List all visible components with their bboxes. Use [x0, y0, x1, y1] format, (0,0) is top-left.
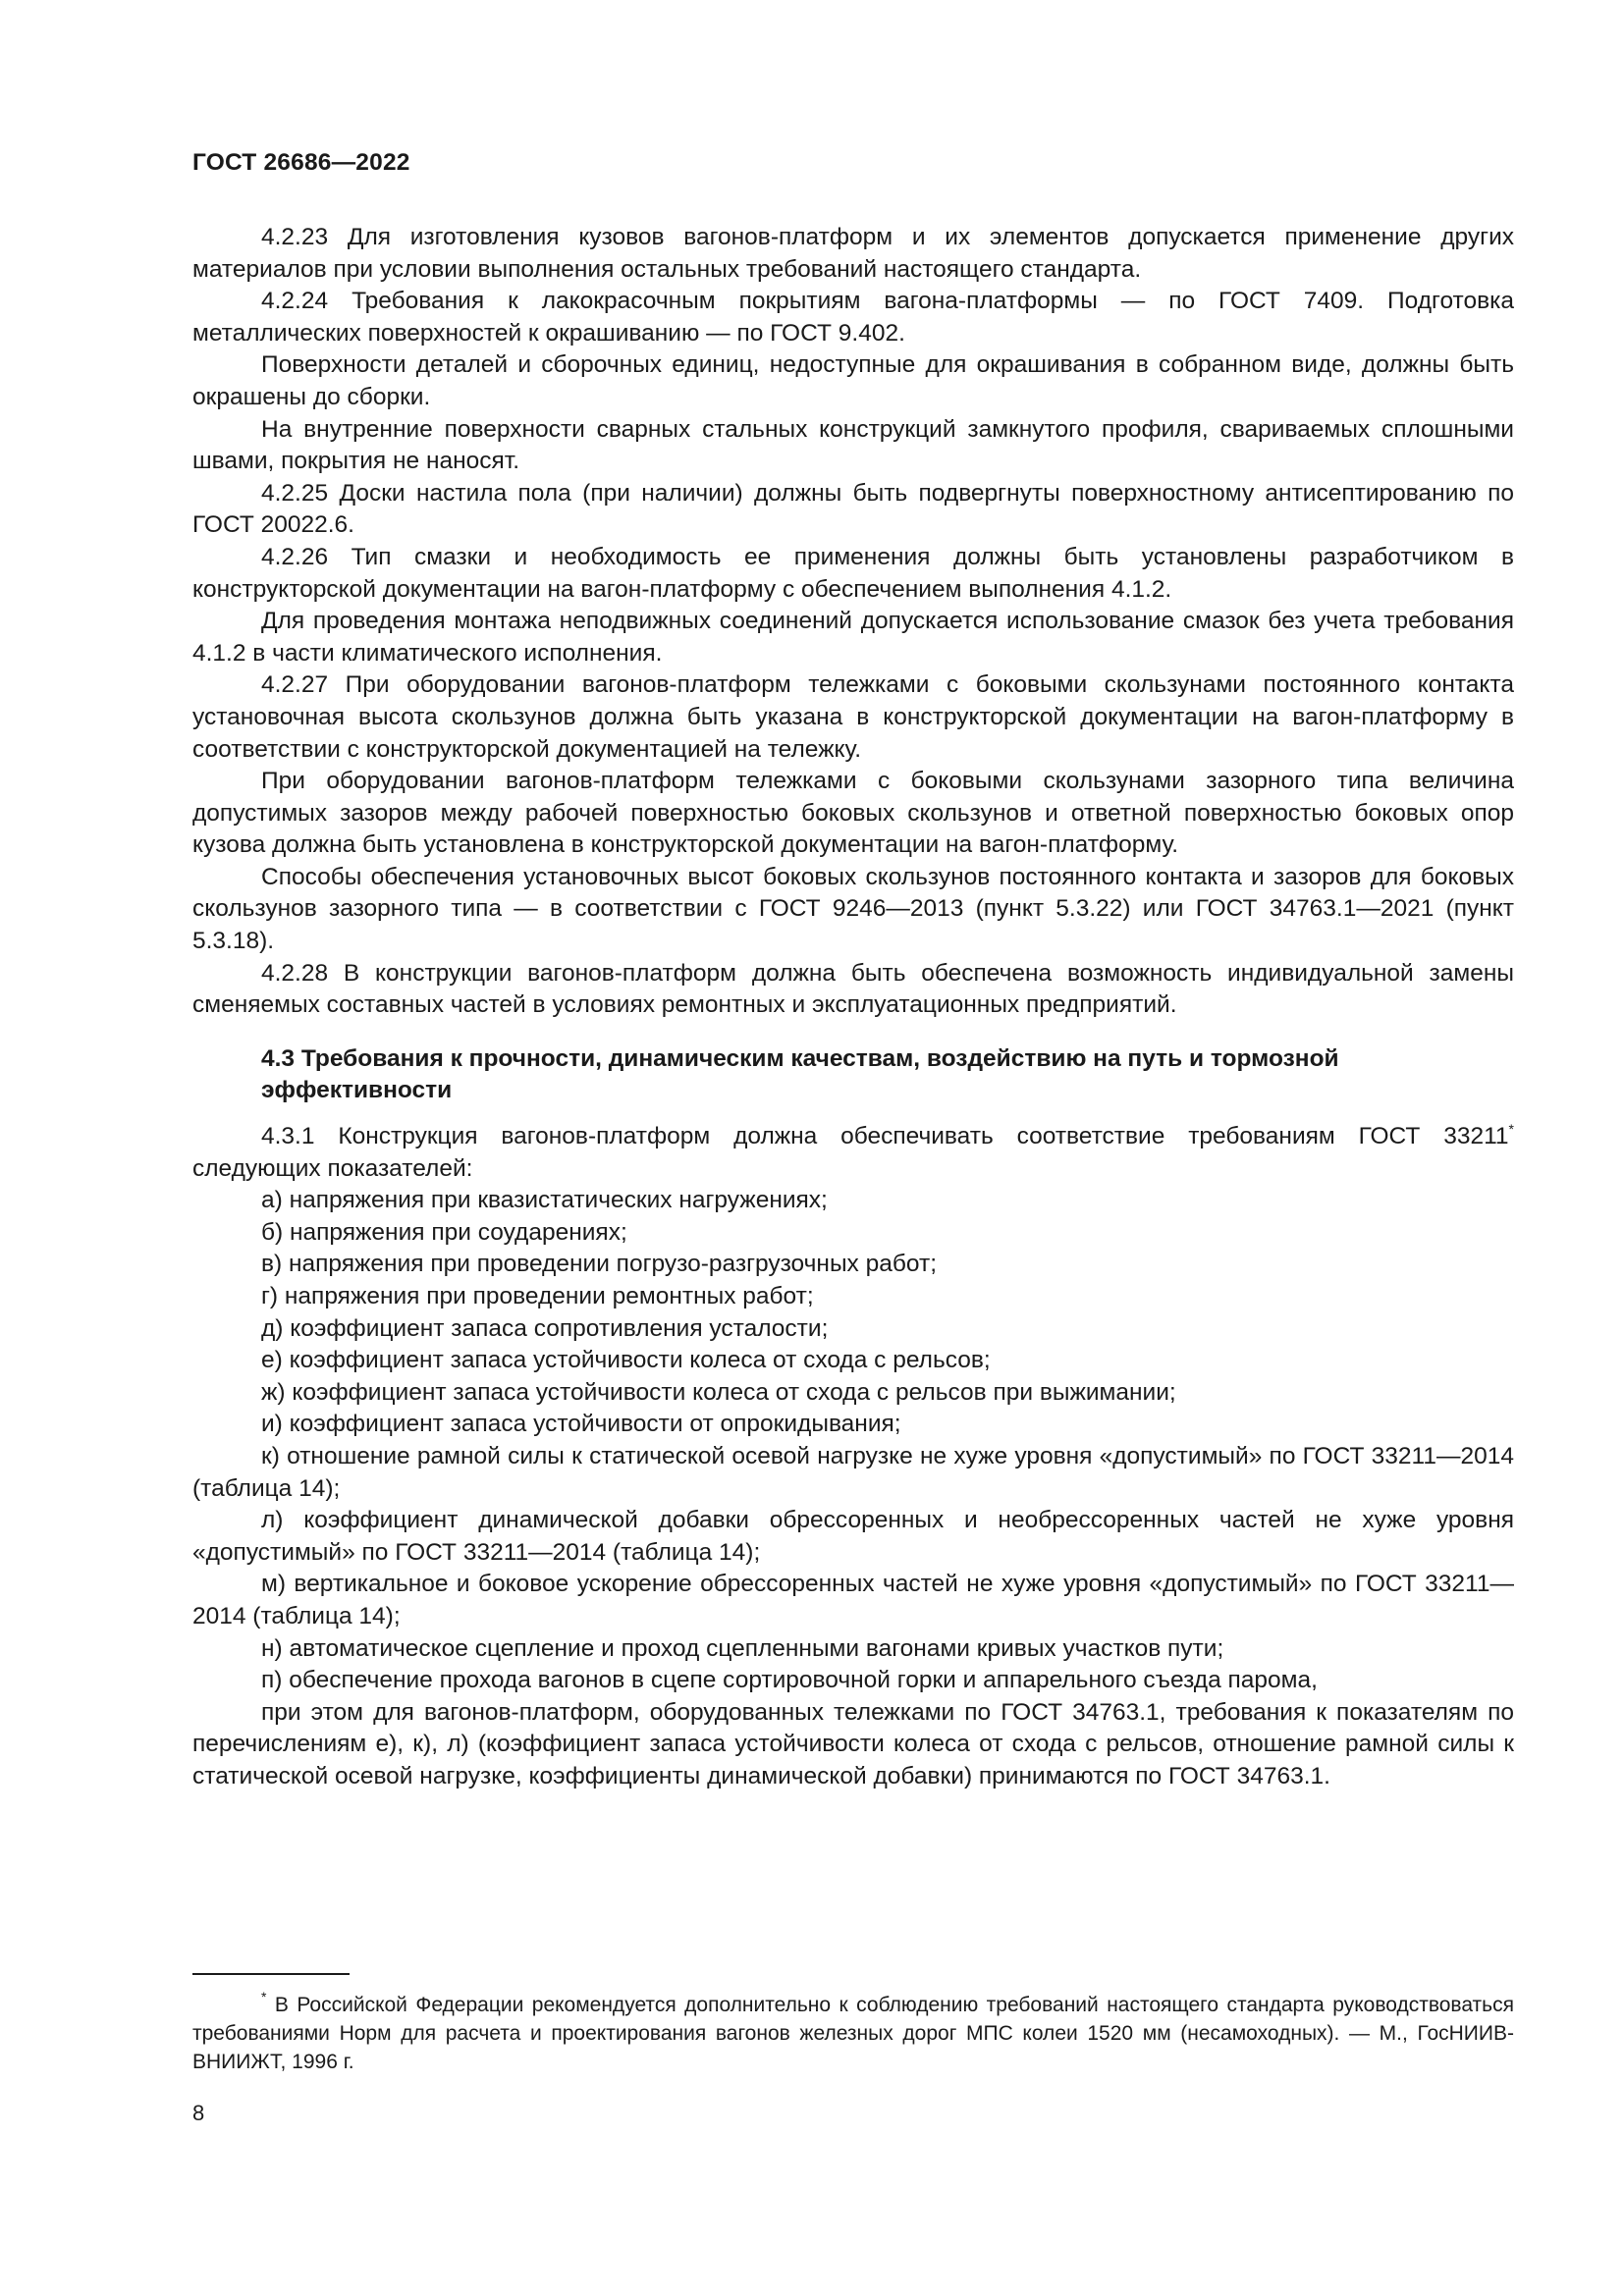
- paragraph-sidebearer-heights: Способы обеспечения установочных высот боковых скользунов постоянного контакта и зазоров для боковых скользунов зазорного типа — в соответствии с ГОСТ 9246—2013 (пункт 5.3.22) или ГОСТ 34763.1—2021 (пункт 5.3.18).: [192, 863, 1514, 955]
- main-text: [192, 222, 1514, 1793]
- paragraph-4-2-23: 4.2.23 Для изготовления кузовов вагонов-платформ и их элементов допускается применение других материалов при условии выполнения остальных требований настоящего стандарта.: [192, 224, 1514, 283]
- list-item-n: н) автоматическое сцепление и проход сцепленными вагонами кривых участков пути;: [261, 1634, 1224, 1662]
- list-item-m: м) вертикальное и боковое ускорение обрессоренных частей не хуже уровня «допустимый» по ГОСТ 33211—2014 (таблица 14);: [192, 1571, 1514, 1629]
- paragraph-4-3-1: [192, 1121, 1514, 1185]
- footnote-mark: *: [261, 1989, 267, 2004]
- list-item-g: г) напряжения при проведении ремонтных работ;: [261, 1283, 814, 1309]
- page-header-title: ГОСТ 26686—2022: [192, 149, 410, 176]
- list-item-l: л) коэффициент динамической добавки обрессоренных и необрессоренных частей не хуже уровня «допустимый» по ГОСТ 33211—2014 (таблица 14);: [192, 1507, 1514, 1566]
- list-item-p: п) обеспечение прохода вагонов в сцепе сортировочной горки и аппарельного съезда парома,: [261, 1667, 1318, 1694]
- footnote-reference-mark: *: [1508, 1121, 1514, 1138]
- list-note-gost-34763: при этом для вагонов-платформ, оборудованных тележками по ГОСТ 34763.1, требования к показателям по перечислениям е), к), л) (коэффициент запаса устойчивости колеса от схода с рельсов, отношение рамной силы к статической осевой нагрузке, коэффициенты динамической добавки) принимаются по ГОСТ 34763.1.: [192, 1698, 1514, 1789]
- list-item-k: к) отношение рамной силы к статической осевой нагрузке не хуже уровня «допустимый» по ГОСТ 33211—2014 (таблица 14);: [192, 1442, 1514, 1502]
- footnote: [192, 1991, 1514, 2076]
- clause-4-3-1-text-end: следующих показателей:: [192, 1154, 473, 1182]
- list-item-a: а) напряжения при квазистатических нагружениях;: [261, 1187, 828, 1214]
- paragraph-inner-surfaces: На внутренние поверхности сварных стальных конструкций замкнутого профиля, свариваемых сплошными швами, покрытия не наносят.: [192, 415, 1514, 475]
- paragraph-gap-type-sidebearers: При оборудовании вагонов-платформ тележками с боковыми скользунами зазорного типа величина допустимых зазоров между рабочей поверхностью боковых скользунов и ответной поверхностью боковых опор кузова должна быть установлена в конструкторской документации на вагон-платформу.: [192, 768, 1514, 859]
- footnote-text: В Российской Федерации рекомендуется дополнительно к соблюдению требований настоящего стандарта руководствоваться требованиями Норм для расчета и проектирования вагонов железных дорог МПС колеи 1520 мм (несамоходных). — М., ГосНИИВ-ВНИИЖТ, 1996 г.: [192, 1994, 1514, 2073]
- list-item-zh: ж) коэффициент запаса устойчивости колеса от схода с рельсов при выжимании;: [261, 1378, 1176, 1406]
- paragraph-4-2-26: 4.2.26 Тип смазки и необходимость ее применения должны быть установлены разработчиком в конструкторской документации на вагон-платформу с обеспечением выполнения 4.1.2.: [192, 543, 1514, 603]
- paragraph-surfaces-painting: Поверхности деталей и сборочных единиц, недоступные для окрашивания в собранном виде, должны быть окрашены до сборки.: [192, 351, 1514, 410]
- footnote-separator: [192, 1973, 350, 1975]
- section-heading-4-3: 4.3 Требования к прочности, динамическим качествам, воздействию на путь и тормозной эффективности: [261, 1044, 1339, 1104]
- footnote-paragraph: [192, 1991, 1514, 2076]
- paragraph-4-2-28: 4.2.28 В конструкции вагонов-платформ должна быть обеспечена возможность индивидуальной замены сменяемых составных частей в условиях ремонтных и эксплуатационных предприятий.: [192, 959, 1514, 1019]
- list-item-d: д) коэффициент запаса сопротивления усталости;: [261, 1314, 829, 1342]
- page-number: 8: [192, 2101, 205, 2125]
- paragraph-lubricants-mounting: Для проведения монтажа неподвижных соединений допускается использование смазок без учета требования 4.1.2 в части климатического исполнения.: [192, 608, 1514, 667]
- clause-4-3-1-text: 4.3.1 Конструкция вагонов-платформ должна обеспечивать соответствие требованиям ГОСТ 33211: [261, 1123, 1509, 1150]
- paragraph-4-2-24: 4.2.24 Требования к лакокрасочным покрытиям вагона-платформы — по ГОСТ 7409. Подготовка металлических поверхностей к окрашиванию — по ГОСТ 9.402.: [192, 288, 1514, 347]
- list-item-b: б) напряжения при соударениях;: [261, 1218, 627, 1246]
- list-item-v: в) напряжения при проведении погрузо-разгрузочных работ;: [261, 1251, 938, 1278]
- paragraph-4-2-25: 4.2.25 Доски настила пола (при наличии) должны быть подвергнуты поверхностному антисептированию по ГОСТ 20022.6.: [192, 479, 1514, 539]
- paragraph-4-2-27: 4.2.27 При оборудовании вагонов-платформ тележками с боковыми скользунами постоянного контакта установочная высота скользунов должна быть указана в конструкторской документации на вагон-платформу в соответствии с конструкторской документацией на тележку.: [192, 671, 1514, 763]
- list-item-e: е) коэффициент запаса устойчивости колеса от схода с рельсов;: [261, 1347, 991, 1374]
- list-item-i: и) коэффициент запаса устойчивости от опрокидывания;: [261, 1411, 901, 1438]
